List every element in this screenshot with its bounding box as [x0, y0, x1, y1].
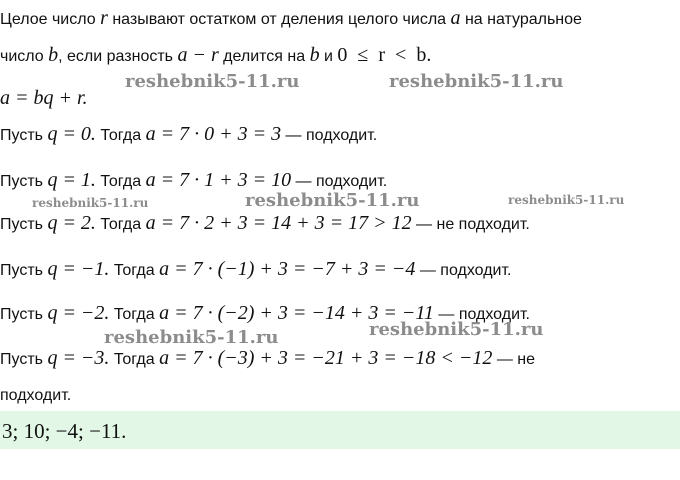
math-formula: a = bq + r.	[0, 87, 88, 109]
math-expr: q = 0.	[47, 123, 96, 145]
text: Тогда	[95, 216, 146, 233]
math-expr: a = 7 · 1 + 3 = 10	[145, 169, 292, 191]
math-expr: a = 7 · 0 + 3 = 3	[145, 123, 282, 145]
math-var: r	[100, 7, 108, 29]
text: — подходит.	[281, 127, 378, 144]
case-row	[0, 124, 377, 146]
definition-line-1	[0, 8, 582, 30]
text: — не	[492, 351, 536, 368]
text: — подходит.	[433, 306, 530, 323]
math-var: b	[48, 44, 59, 66]
case-row	[0, 259, 511, 281]
watermark: reshebnik5-11.ru	[508, 193, 625, 207]
math-expr: q = 2.	[47, 212, 96, 234]
math-expr: q = 1.	[47, 169, 96, 191]
math-var: b	[309, 44, 320, 66]
math-expr: q = −1.	[47, 258, 110, 280]
text: Пусть	[0, 173, 48, 190]
case-row	[0, 348, 535, 370]
text: число	[0, 48, 49, 65]
case-row-continuation	[0, 386, 71, 406]
watermark: reshebnik5-11.ru	[104, 327, 279, 348]
watermark: reshebnik5-11.ru	[389, 71, 564, 92]
text: Тогда	[95, 173, 146, 190]
text: называют остатком от деления целого числа	[107, 11, 451, 28]
text: Тогда	[109, 351, 160, 368]
text: — подходит.	[291, 173, 388, 190]
text: делится на	[218, 48, 310, 65]
text: Пусть	[0, 351, 48, 368]
case-row	[0, 213, 530, 235]
answer-box	[0, 411, 680, 449]
math-expr: q = −2.	[47, 302, 110, 324]
text: Пусть	[0, 216, 48, 233]
text: Пусть	[0, 306, 48, 323]
text: и	[319, 48, 338, 65]
text: Тогда	[109, 306, 160, 323]
math-expr: a − r	[177, 44, 219, 66]
text: — не подходит.	[411, 216, 530, 233]
watermark: reshebnik5-11.ru	[369, 319, 544, 340]
text: Пусть	[0, 262, 48, 279]
text: Тогда	[109, 262, 160, 279]
text: подходит.	[0, 387, 72, 404]
case-row	[0, 170, 387, 192]
watermark: reshebnik5-11.ru	[32, 196, 149, 210]
formula-line	[0, 88, 88, 110]
text: — подходит.	[415, 262, 512, 279]
text: Целое число	[0, 11, 101, 28]
text: , если разность	[58, 48, 178, 65]
math-expr: q = −3.	[47, 347, 110, 369]
math-expr: a = 7 · (−2) + 3 = −14 + 3 = −11	[159, 302, 434, 324]
text: Тогда	[95, 127, 146, 144]
answer-text: 3; 10; −4; −11.	[2, 419, 127, 443]
definition-line-2	[0, 45, 431, 67]
watermark: reshebnik5-11.ru	[245, 190, 420, 211]
math-var: a	[450, 7, 461, 29]
math-expr: 0 ≤ r < b.	[337, 44, 432, 66]
math-expr: a = 7 · (−3) + 3 = −21 + 3 = −18 < −12	[159, 347, 493, 369]
watermark: reshebnik5-11.ru	[125, 71, 300, 92]
text: на натуральное	[460, 11, 582, 28]
math-expr: a = 7 · 2 + 3 = 14 + 3 = 17 > 12	[145, 212, 412, 234]
text: Пусть	[0, 127, 48, 144]
math-expr: a = 7 · (−1) + 3 = −7 + 3 = −4	[159, 258, 416, 280]
